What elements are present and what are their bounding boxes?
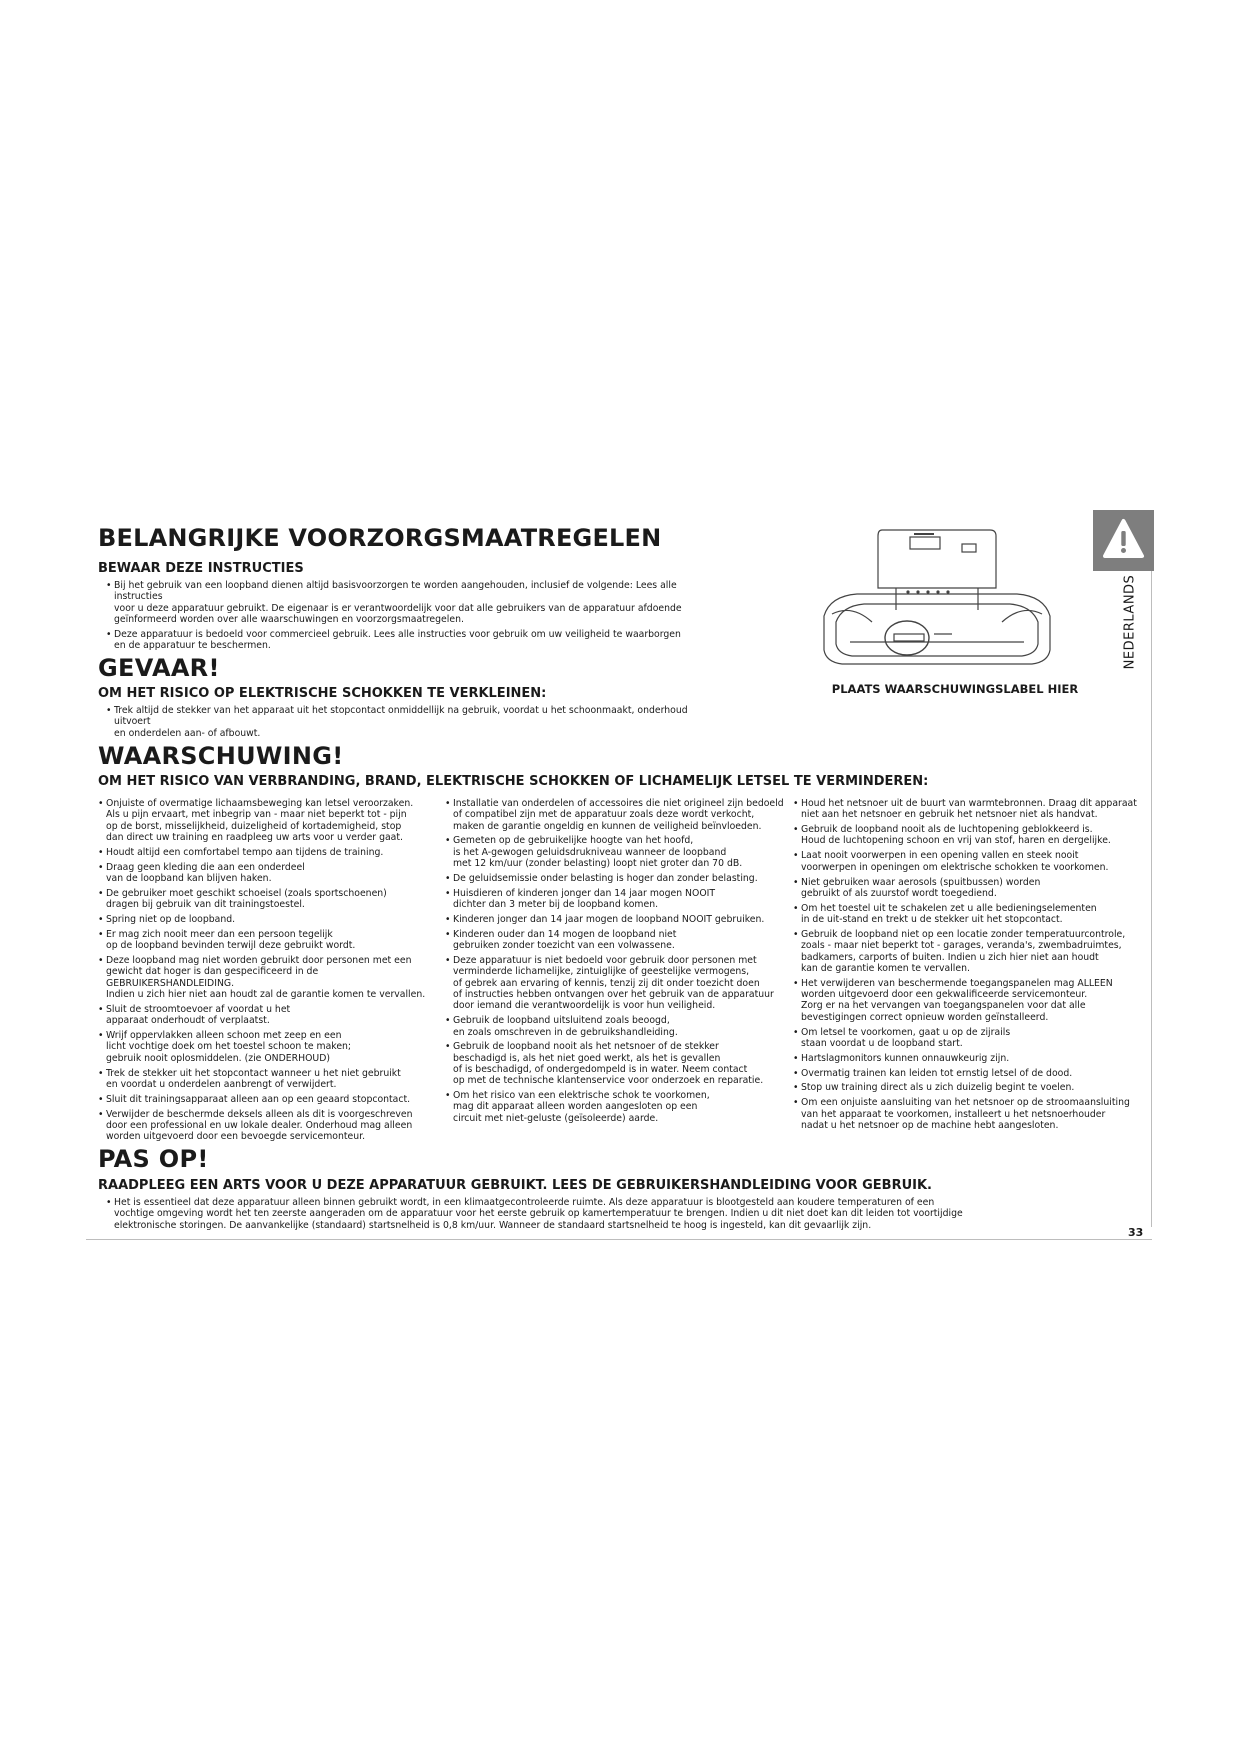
list-item: • Bij het gebruik van een loopband dienen altijd basisvoorzorgen te worden aangehouden, inclusief de volgende: Lees alle instructies voor u deze apparatuur gebruikt. De eigenaar is er verantwoordelijk voor dat alle gebruikers van de apparatuur afdoende geïnformeerd worden over alle waarschuwingen en voorzorgsmaatregelen. <box>106 580 726 625</box>
save-instructions-heading: BEWAAR DEZE INSTRUCTIES <box>98 561 304 576</box>
list-item: • Spring niet op de loopband. <box>98 914 440 925</box>
list-item: • Trek altijd de stekker van het apparaat uit het stopcontact onmiddellijk na gebruik, voordat u het schoonmaakt, onderhoud uitvoert en onderdelen aan- of afbouwt. <box>106 705 726 739</box>
list-item: • Sluit de stroomtoevoer af voordat u het apparaat onderhoudt of verplaatst. <box>98 1004 440 1027</box>
list-item: • Houdt altijd een comfortabel tempo aan tijdens de training. <box>98 847 440 858</box>
list-item: • Overmatig trainen kan leiden tot ernstig letsel of de dood. <box>793 1068 1143 1079</box>
list-item: • Trek de stekker uit het stopcontact wanneer u het niet gebruikt en voordat u onderdelen aanbrengt of verwijdert. <box>98 1068 440 1091</box>
list-item: • Gebruik de loopband uitsluitend zoals beoogd, en zoals omschreven in de gebruikshandleiding. <box>445 1015 787 1038</box>
page-title: BELANGRIJKE VOORZORGSMAATREGELEN <box>98 524 662 552</box>
page-number: 33 <box>1128 1226 1144 1239</box>
list-item: • Gebruik de loopband nooit als het netsnoer of de stekker beschadigd is, als het niet goed werkt, als het is gevallen of is beschadigd, of ondergedompeld is in water. Neem contact op met de technische klantenservice voor onderzoek en reparatie. <box>445 1041 787 1086</box>
list-item: • Om het risico van een elektrische schok te voorkomen, mag dit apparaat alleen worden aangesloten op een circuit met niet-geluste (geïsoleerde) aarde. <box>445 1090 787 1124</box>
list-item: • Gemeten op de gebruikelijke hoogte van het hoofd, is het A-gewogen geluidsdrukniveau wanneer de loopband met 12 km/uur (zonder belasting) loopt niet groter dan 70 dB. <box>445 835 787 869</box>
side-tab <box>1093 510 1154 571</box>
list-item: • De geluidsemissie onder belasting is hoger dan zonder belasting. <box>445 873 787 884</box>
danger-heading: GEVAAR! <box>98 654 220 682</box>
list-item: • Gebruik de loopband nooit als de luchtopening geblokkeerd is. Houd de luchtopening schoon en vrij van stof, haren en dergelijke. <box>793 824 1143 847</box>
list-item: • Om het toestel uit te schakelen zet u alle bedieningselementen in de uit-stand en trekt u de stekker uit het stopcontact. <box>793 903 1143 926</box>
list-item: • Houd het netsnoer uit de buurt van warmtebronnen. Draag dit apparaat niet aan het netsnoer en gebruik het netsnoer niet als handvat. <box>793 798 1143 821</box>
list-item: • Deze apparatuur is niet bedoeld voor gebruik door personen met verminderde lichamelijke, zintuiglijke of geestelijke vermogens, of gebrek aan ervaring of kennis, tenzij zij dit onder toezicht doen of instructies hebben ontvangen over het gebruik van de apparatuur door iemand die verantwoordelijk is voor hun veiligheid. <box>445 955 787 1011</box>
warning-triangle-icon <box>1093 510 1154 571</box>
list-item: • Hartslagmonitors kunnen onnauwkeurig zijn. <box>793 1053 1143 1064</box>
warning-column-3 <box>793 798 1143 1135</box>
list-item: • Gebruik de loopband niet op een locatie zonder temperatuurcontrole, zoals - maar niet beperkt tot - garages, veranda's, zwembadruimtes, badkamers, carports of buiten. Indien u zich hier niet aan houdt kan de garantie komen te vervallen. <box>793 929 1143 974</box>
list-item: • Wrijf oppervlakken alleen schoon met zeep en een licht vochtige doek om het toestel schoon te maken; gebruik nooit oplosmiddelen. (zie ONDERHOUD) <box>98 1030 440 1064</box>
list-item: • Er mag zich nooit meer dan een persoon tegelijk op de loopband bevinden terwijl deze gebruikt wordt. <box>98 929 440 952</box>
caution-list <box>106 1197 1136 1234</box>
side-divider <box>1151 571 1152 1227</box>
warning-heading: WAARSCHUWING! <box>98 742 344 770</box>
caution-subheading: RAADPLEEG EEN ARTS VOOR U DEZE APPARATUUR GEBRUIKT. LEES DE GEBRUIKERSHANDLEIDING VOOR GEBRUIK. <box>98 1178 932 1193</box>
list-item: • Niet gebruiken waar aerosols (spuitbussen) worden gebruikt of als zuurstof wordt toegediend. <box>793 877 1143 900</box>
list-item: • Laat nooit voorwerpen in een opening vallen en steek nooit voorwerpen in openingen om elektrische schokken te voorkomen. <box>793 850 1143 873</box>
list-item: • Onjuiste of overmatige lichaamsbeweging kan letsel veroorzaken. Als u pijn ervaart, met inbegrip van - maar niet beperkt tot - pijn op de borst, misselijkheid, duizeligheid of kortademigheid, stop dan direct uw training en raadpleeg uw arts voor u verder gaat. <box>98 798 440 843</box>
list-item: • Deze apparatuur is bedoeld voor commercieel gebruik. Lees alle instructies voor gebruik om uw veiligheid te waarborgen en de apparatuur te beschermen. <box>106 629 726 652</box>
warning-column-2 <box>445 798 787 1128</box>
list-item: • Sluit dit trainingsapparaat alleen aan op een geaard stopcontact. <box>98 1094 440 1105</box>
warning-subheading: OM HET RISICO VAN VERBRANDING, BRAND, ELEKTRISCHE SCHOKKEN OF LICHAMELIJK LETSEL TE VERMINDEREN: <box>98 774 929 789</box>
treadmill-console-illustration <box>812 526 1062 674</box>
list-item: • De gebruiker moet geschikt schoeisel (zoals sportschoenen) dragen bij gebruik van dit trainingstoestel. <box>98 888 440 911</box>
list-item: • Het is essentieel dat deze apparatuur alleen binnen gebruikt wordt, in een klimaatgecontroleerde ruimte. Als deze apparatuur is blootgesteld aan koudere temperaturen of een vochtige omgeving wordt het ten zeerste aangeraden om de apparatuur voor het eerste gebruik op kamertemperatuur te brengen. Indien u dit niet doet kan dit leiden tot voortijdige elektronische storingen. De aanvankelijke (standaard) startsnelheid is 0,8 km/uur. Wanneer de standaard startsnelheid te hoog is ingesteld, kan dit gevaarlijk zijn. <box>106 1197 1136 1231</box>
list-item: • Deze loopband mag niet worden gebruikt door personen met een gewicht dat hoger is dan gespecificeerd in de GEBRUIKERSHANDLEIDING. Indien u zich hier niet aan houdt zal de garantie komen te vervallen. <box>98 955 440 1000</box>
danger-subheading: OM HET RISICO OP ELEKTRISCHE SCHOKKEN TE VERKLEINEN: <box>98 686 547 701</box>
list-item: • Het verwijderen van beschermende toegangspanelen mag ALLEEN worden uitgevoerd door een gekwalificeerde servicemonteur. Zorg er na het vervangen van toegangspanelen voor dat alle bevestigingen correct opnieuw worden geïnstalleerd. <box>793 978 1143 1023</box>
list-item: • Draag geen kleding die aan een onderdeel van de loopband kan blijven haken. <box>98 862 440 885</box>
language-label: NEDERLANDS <box>1122 574 1138 670</box>
danger-list <box>106 705 726 742</box>
list-item: • Om letsel te voorkomen, gaat u op de zijrails staan voordat u de loopband start. <box>793 1027 1143 1050</box>
list-item: • Verwijder de beschermde deksels alleen als dit is voorgeschreven door een professional en uw lokale dealer. Onderhoud mag alleen worden uitgevoerd door een bevoegde servicemonteur. <box>98 1109 440 1143</box>
warning-column-1 <box>98 798 440 1146</box>
list-item: • Kinderen ouder dan 14 mogen de loopband niet gebruiken zonder toezicht van een volwassene. <box>445 929 787 952</box>
illustration-caption: PLAATS WAARSCHUWINGSLABEL HIER <box>831 682 1079 696</box>
list-item: • Huisdieren of kinderen jonger dan 14 jaar mogen NOOIT dichter dan 3 meter bij de loopband komen. <box>445 888 787 911</box>
list-item: • Kinderen jonger dan 14 jaar mogen de loopband NOOIT gebruiken. <box>445 914 787 925</box>
save-instructions-list <box>106 580 726 655</box>
caution-heading: PAS OP! <box>98 1145 209 1173</box>
list-item: • Installatie van onderdelen of accessoires die niet origineel zijn bedoeld of compatibel zijn met de apparatuur zoals deze wordt verkocht, maken de garantie ongeldig en kunnen de veiligheid beïnvloeden. <box>445 798 787 832</box>
bottom-divider <box>86 1239 1152 1240</box>
list-item: • Om een onjuiste aansluiting van het netsnoer op de stroomaansluiting van het apparaat te voorkomen, installeert u het netsnoerhouder nadat u het netsnoer op de machine hebt aangesloten. <box>793 1097 1143 1131</box>
list-item: • Stop uw training direct als u zich duizelig begint te voelen. <box>793 1082 1143 1093</box>
